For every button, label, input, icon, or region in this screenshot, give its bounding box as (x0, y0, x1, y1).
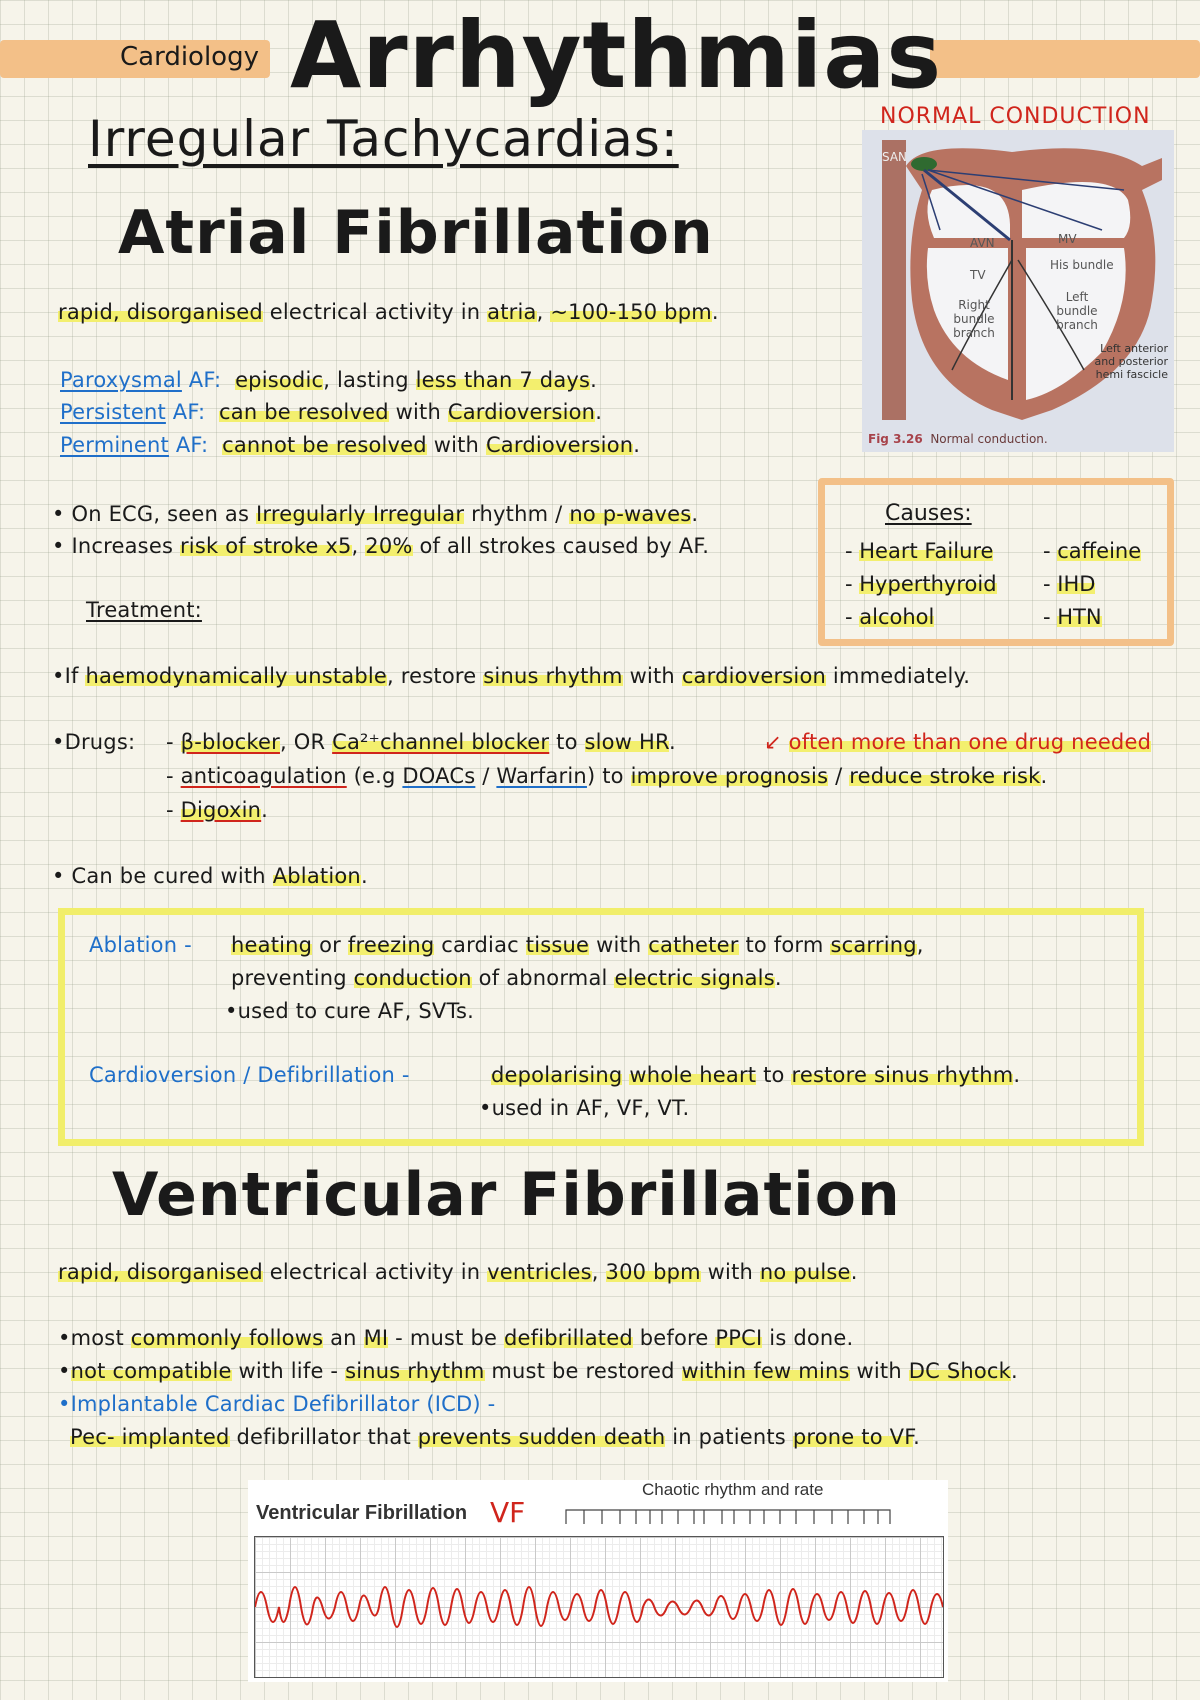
drug-ca-blocker: Ca²⁺channel blocker (332, 730, 550, 754)
vf-b2-restored: must be restored (484, 1359, 682, 1383)
af-type-desc-mid: with (388, 400, 448, 424)
vf-def-end: . (850, 1260, 858, 1284)
af-type-desc-mid: , lasting (323, 368, 416, 392)
af-heading: Atrial Fibrillation (118, 198, 714, 268)
cv-use: used in AF, VF, VT. (491, 1096, 690, 1120)
icd-pec: Pec- (70, 1425, 115, 1449)
cardio-line-1 (491, 1063, 1020, 1087)
cause-item: - alcohol (845, 605, 935, 629)
vf-bullet-2: •not compatible with life - sinus rhythm must be restored within few mins with DC Shock. (58, 1359, 1018, 1383)
header-band-right (930, 40, 1200, 78)
label-right-bundle: Right bundle branch (953, 298, 995, 340)
unstable-cardioversion: cardioversion (681, 664, 827, 688)
drug-digoxin: Digoxin (180, 798, 262, 822)
af-type-desc-end: . (590, 368, 598, 392)
vf-b1-end: is done. (762, 1326, 854, 1350)
cv-whole-heart: whole heart (629, 1063, 757, 1087)
heart-conduction-diagram (862, 130, 1174, 430)
ecg-waveform (255, 1537, 943, 1677)
abl-catheter: catheter (648, 933, 739, 957)
ablation-line-1 (231, 933, 924, 957)
drugs-label-text: Drugs: (64, 730, 136, 754)
af-ecg-text: On ECG, seen as (71, 502, 256, 526)
abl-conduction: conduction (353, 966, 472, 990)
label-left-bundle: Left bundle branch (1056, 290, 1098, 332)
vf-bullet-1: •most commonly follows an MI - must be defibrillated before PPCI is done. (58, 1326, 854, 1350)
cause-item: - HTN (1043, 605, 1102, 629)
af-type-suffix: AF: (181, 368, 222, 392)
treatment-label: Treatment: (86, 598, 202, 622)
label-his-bundle: His bundle (1050, 258, 1114, 272)
abl-preventing: preventing (231, 966, 354, 990)
af-def-text: electrical activity in (262, 300, 488, 324)
vf-b2-sinus: sinus rhythm (345, 1359, 485, 1383)
cardioversion-term: Cardioversion / Defibrillation - (89, 1063, 410, 1087)
drug-stroke-risk: reduce stroke risk (849, 764, 1041, 788)
vf-def-with: with (700, 1260, 760, 1284)
figure-caption-text: Normal conduction. (930, 432, 1048, 446)
unstable-text2: , restore (387, 664, 484, 688)
vf-def-ventricles: ventricles (487, 1260, 592, 1284)
vf-b1-an: an (323, 1326, 364, 1350)
drug-to2: ) to (586, 764, 631, 788)
unstable-text: If (64, 664, 86, 688)
label-mv: MV (1058, 232, 1077, 246)
drug-warfarin: Warfarin (496, 764, 587, 788)
unstable-with: with (622, 664, 682, 688)
vf-b2-with: with (849, 1359, 909, 1383)
cured-ablation: Ablation (272, 864, 361, 888)
drug-anticoag: anticoagulation (180, 764, 347, 788)
vf-definition (58, 1260, 858, 1284)
vf-b2-end: . (1011, 1359, 1018, 1383)
abl-scarring: scarring (830, 933, 917, 957)
vf-b2-within: within few mins (681, 1359, 850, 1383)
af-ecg-rhythm: rhythm / (464, 502, 570, 526)
vf-b1-defib: defibrillated (503, 1326, 633, 1350)
af-stroke-text: Increases (71, 534, 180, 558)
vf-def-nopulse: no pulse (759, 1260, 851, 1284)
icd-prevents: prevents sudden death (417, 1425, 666, 1449)
label-avn: AVN (970, 236, 995, 250)
cause-item: - Hyperthyroid (845, 572, 997, 596)
causes-left-list (845, 535, 997, 634)
abl-cardiac: cardiac (434, 933, 526, 957)
drug-or: , OR (279, 730, 333, 754)
icd-implanted: implanted (114, 1425, 230, 1449)
af-def-atria: atria (487, 300, 537, 324)
icd-end: . (913, 1425, 921, 1449)
drug-doacs: DOACs (402, 764, 476, 788)
cardio-line-2: •used in AF, VF, VT. (479, 1096, 690, 1120)
abl-freezing: freezing (347, 933, 435, 957)
vf-b1-mi: MI (363, 1326, 389, 1350)
af-type-desc-end: . (595, 400, 603, 424)
drug-prognosis: improve prognosis (630, 764, 829, 788)
figure-caption (868, 432, 1048, 446)
vf-heading: Ventricular Fibrillation (112, 1160, 901, 1230)
vf-icd: Implantable Cardiac Defibrillator (ICD) - (70, 1392, 496, 1416)
af-type-desc: can be resolved (219, 400, 389, 424)
af-type-desc-end: . (633, 433, 641, 457)
cv-to: to (756, 1063, 792, 1087)
af-type-permanent (60, 433, 640, 457)
conduction-figure (862, 130, 1174, 452)
af-type-persistent (60, 400, 602, 424)
abl-of: of abnormal (471, 966, 615, 990)
drug-beta-blocker: β-blocker (180, 730, 280, 754)
abl-heating: heating (231, 933, 313, 957)
af-type-suffix: AF: (168, 433, 209, 457)
ecg-grid (254, 1536, 944, 1678)
abl-signals: electric signals (614, 966, 775, 990)
figure-caption-num: Fig 3.26 (868, 432, 923, 446)
vf-def-rapid: rapid, disorganised (58, 1260, 263, 1284)
af-definition (58, 300, 719, 324)
label-san: SAN (882, 150, 908, 164)
af-def-bpm: ~100-150 bpm (550, 300, 712, 324)
drugs-label: •Drugs: (52, 730, 136, 754)
af-type-desc-hl: Cardioversion (447, 400, 596, 424)
ecg-title: Ventricular Fibrillation (256, 1502, 468, 1524)
icd-patients: in patients (665, 1425, 793, 1449)
af-stroke-comma: , (351, 534, 366, 558)
definitions-box (58, 908, 1144, 1146)
vf-b2-notcompat: not compatible (70, 1359, 232, 1383)
drug-line-2: - anticoagulation (e.g DOACs / Warfarin) to improve prognosis / reduce stroke risk. (166, 764, 1048, 788)
af-type-desc: cannot be resolved (222, 433, 427, 457)
vf-ecg-strip (248, 1480, 948, 1682)
af-stroke-risk: risk of stroke x5 (179, 534, 352, 558)
cv-end: . (1013, 1063, 1021, 1087)
af-stroke-pct: 20% (365, 534, 413, 558)
cause-text: IHD (1057, 572, 1096, 596)
af-type-name: Persistent (60, 400, 166, 424)
abl-comma: , (916, 933, 924, 957)
cause-item: - caffeine (1043, 539, 1142, 563)
vf-b1-before: before (632, 1326, 716, 1350)
drug-end2: . (1040, 764, 1048, 788)
af-type-name: Perminent (60, 433, 169, 457)
vf-def-comma: , (591, 1260, 606, 1284)
cause-item: - Heart Failure (845, 539, 994, 563)
vf-b1-most: most (70, 1326, 131, 1350)
af-type-paroxysmal (60, 368, 597, 392)
section-subtitle: Irregular Tachycardias: (88, 110, 679, 168)
drug-note: ↙ often more than one drug needed (764, 730, 1152, 754)
vf-bullet-3-line-2 (70, 1425, 920, 1449)
abl-use: used to cure AF, SVTs. (237, 999, 475, 1023)
causes-right-list (1043, 535, 1141, 634)
cause-text: HTN (1057, 605, 1102, 629)
drug-to: to (549, 730, 585, 754)
vf-def-text: electrical activity in (262, 1260, 488, 1284)
category-tag: Cardiology (120, 42, 259, 72)
drug-slash2: / (828, 764, 850, 788)
icd-defib: defibrillator that (229, 1425, 418, 1449)
figure-heading: NORMAL CONDUCTION (880, 104, 1151, 129)
drug-line-1: - β-blocker, OR Ca²⁺channel blocker to slow HR. (166, 730, 676, 754)
ecg-tag: VF (490, 1496, 526, 1529)
af-def-end: . (711, 300, 719, 324)
drug-slash: / (475, 764, 497, 788)
af-type-desc-hl: Cardioversion (485, 433, 634, 457)
af-stroke-end: of all strokes caused by AF. (412, 534, 710, 558)
unstable-hl: haemodynamically unstable (85, 664, 388, 688)
ablation-line-3: •used to cure AF, SVTs. (225, 999, 475, 1023)
vf-def-bpm: 300 bpm (605, 1260, 701, 1284)
cured-end: . (360, 864, 368, 888)
page-title: Arrhythmias (290, 2, 943, 109)
af-unstable-bullet: •If haemodynamically unstable, restore sinus rhythm with cardioversion immediately. (52, 664, 971, 688)
abl-to-form: to form (738, 933, 831, 957)
abl-tissue: tissue (525, 933, 590, 957)
drug-slow-hr: slow HR (584, 730, 670, 754)
abl-end: . (774, 966, 782, 990)
unstable-end: immediately. (826, 664, 971, 688)
cured-text: Can be cured with (71, 864, 273, 888)
af-type-desc-mid: with (426, 433, 486, 457)
drug-note-text: often more than one drug needed (788, 730, 1152, 754)
af-ecg-pwaves: no p-waves (569, 502, 692, 526)
cause-item: - IHD (1043, 572, 1096, 596)
abl-or: or (312, 933, 348, 957)
vf-b2-dc: DC Shock (908, 1359, 1012, 1383)
af-def-comma: , (536, 300, 551, 324)
drug-eg: (e.g (346, 764, 403, 788)
cause-text: Hyperthyroid (859, 572, 997, 596)
af-type-desc: episodic (235, 368, 324, 392)
unstable-sinus: sinus rhythm (483, 664, 623, 688)
af-ecg-irregular: Irregularly Irregular (256, 502, 465, 526)
af-ecg-end: . (691, 502, 699, 526)
vf-b1-follows: commonly follows (130, 1326, 324, 1350)
vf-bullet-3: •Implantable Cardiac Defibrillator (ICD) - (58, 1392, 496, 1416)
cause-text: Heart Failure (859, 539, 994, 563)
af-def-rapid: rapid, disorganised (58, 300, 263, 324)
abl-with: with (589, 933, 649, 957)
vf-b2-life: with life - (231, 1359, 346, 1383)
ecg-caption: Chaotic rhythm and rate (642, 1480, 824, 1499)
icd-prone: prone to VF (792, 1425, 914, 1449)
cv-depolarising: depolarising (491, 1063, 623, 1087)
cause-text: alcohol (859, 605, 935, 629)
ablation-term: Ablation - (89, 933, 192, 957)
label-tv: TV (970, 268, 986, 282)
drug-line-3: - Digoxin. (166, 798, 269, 822)
vf-b1-must: - must be (388, 1326, 504, 1350)
af-stroke-bullet: • Increases risk of stroke x5, 20% of all strokes caused by AF. (52, 534, 710, 558)
cause-text: caffeine (1057, 539, 1142, 563)
causes-title: Causes: (885, 501, 972, 526)
drug-end: . (669, 730, 676, 754)
cv-restore: restore sinus rhythm (791, 1063, 1014, 1087)
ecg-tick-ruler (564, 1506, 894, 1526)
vf-b1-ppci: PPCI (715, 1326, 763, 1350)
af-type-suffix: AF: (165, 400, 206, 424)
af-type-name: Paroxysmal (60, 368, 182, 392)
af-type-desc-hl: less than 7 days (415, 368, 591, 392)
af-ecg-bullet: • On ECG, seen as Irregularly Irregular rhythm / no p-waves. (52, 502, 699, 526)
ablation-line-2 (231, 966, 782, 990)
af-cured-bullet: • Can be cured with Ablation. (52, 864, 368, 888)
label-left-fascicle: Left anterior and posterior hemi fascicle (1094, 342, 1168, 381)
causes-box (818, 478, 1174, 646)
